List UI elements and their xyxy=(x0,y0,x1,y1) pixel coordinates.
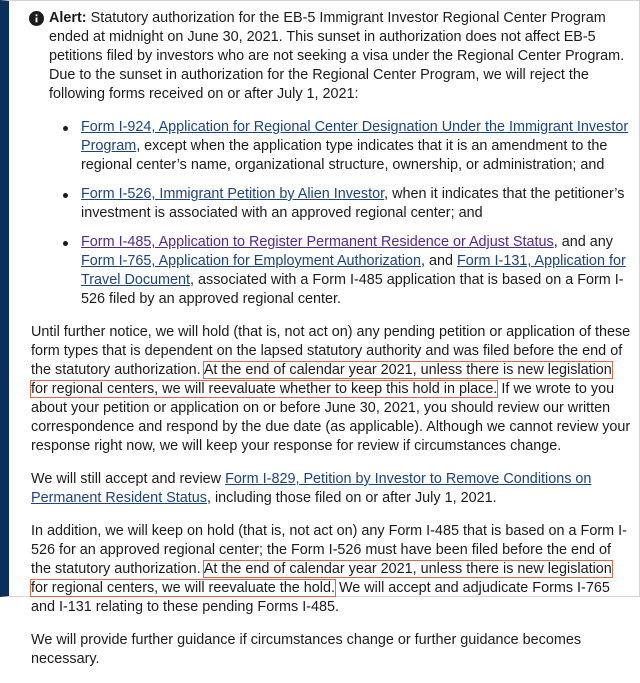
list-item: Form I-924, Application for Regional Center Designation Under the Immigrant Investor Program, except when the application type indicates that it is an amendment to the regional center’s name, organizational structure, ownership, or administration; and xyxy=(81,118,631,175)
alert-intro xyxy=(49,9,631,104)
highlighted-reevaluation-note: At the end of calendar year 2021, unless there is new legislation for regional centers, we will reevaluate whether to keep this hold in place. xyxy=(31,362,612,397)
form-i485-link[interactable]: Form I-485, Application to Register Permanent Residence or Adjust Status xyxy=(81,234,554,250)
form-i765-link[interactable]: Form I-765, Application for Employment Authorization xyxy=(81,253,421,269)
list-item: Form I-485, Application to Register Permanent Residence or Adjust Status, and any Form I-765, Application for Employment Authorization, and Form I-131, Application for Travel Document, associated with a Form I-485 application that is based on a Form I-526 filed by an approved regional center. xyxy=(81,233,631,309)
highlighted-reevaluation-note-2: At the end of calendar year 2021, unless there is new legislation for regional centers, we will reevaluate the hold. xyxy=(31,561,612,596)
guidance-paragraph: We will provide further guidance if circumstances change or further guidance becomes necessary. xyxy=(31,632,582,667)
form-i131-link[interactable]: Form I-131, Application for Travel Document xyxy=(81,253,626,288)
form-i526-link[interactable]: Form I-526, Immigrant Petition by Alien Investor xyxy=(81,186,385,202)
form-i924-link[interactable]: Form I-924, Application for Regional Center Designation Under the Immigrant Investor Program xyxy=(81,119,629,154)
hold-paragraph: Until further notice, we will hold (that is, not act on) any pending petition or application of these form types that is dependent on the lapsed statutory authority and was filed before the end of the statutory authorization. At the end of calendar year 2021, unless there is new legislation for regional centers, we will reevaluate whether to keep this hold in place. If we wrote to you about your petition or application on or before June 30, 2021, you should review our written correspondence and respond by the due date (as applicable). Although we cannot review your response right now, we will keep your response for review if circumstances change. xyxy=(31,324,631,454)
alert-title: Alert: xyxy=(49,10,87,26)
i829-paragraph: We will still accept and review Form I-829, Petition by Investor to Remove Conditions on Permanent Resident Status, including those filed on or after July 1, 2021. xyxy=(31,471,592,506)
alert-body xyxy=(31,9,631,683)
list-item: Form I-526, Immigrant Petition by Alien Investor, when it indicates that the petitioner’s investment is associated with an approved regional center; and xyxy=(81,185,631,223)
i485-hold-paragraph: In addition, we will keep on hold (that is, not act on) any Form I-485 that is based on a Form I-526 for an approved regional center; the Form I-526 must have been filed before the end of the statutory authorization. At the end of calendar year 2021, unless there is new legislation for regional centers, we will reevaluate the hold. We will accept and adjudicate Forms I-765 and I-131 relating to these pending Forms I-485. xyxy=(31,523,627,615)
alert-intro-text: Statutory authorization for the EB-5 Immigrant Investor Regional Center Program ended at midnight on June 30, 2021. This sunset in authorization does not affect EB-5 petitions filed by investors who are not seeking a visa under the Regional Center Program. Due to the sunset in authorization for the Regional Center Program, we will reject the following forms received on or after July 1, 2021: xyxy=(49,10,625,102)
form-i829-link[interactable]: Form I-829, Petition by Investor to Remove Conditions on Permanent Resident Status xyxy=(31,471,592,506)
rejected-forms-list xyxy=(49,118,631,309)
